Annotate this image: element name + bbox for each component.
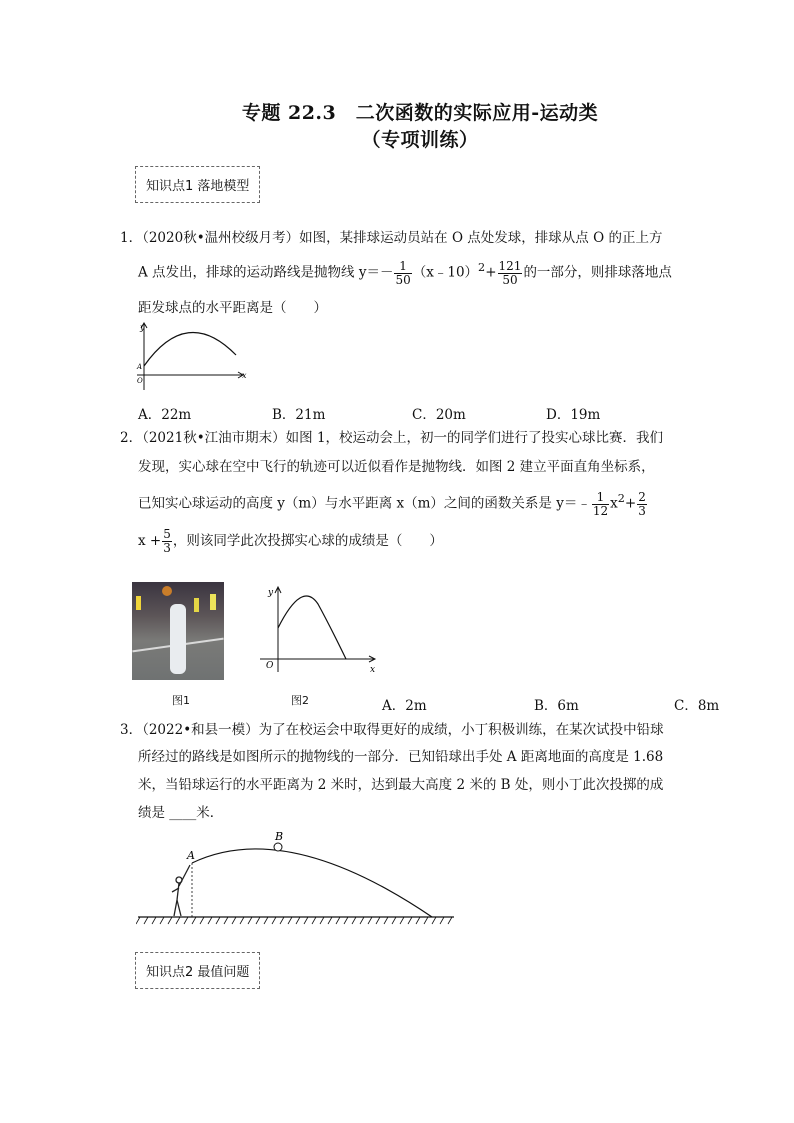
q1-figure — [132, 320, 252, 392]
q2-option-c[interactable]: C．8m — [674, 698, 720, 714]
spectator-3 — [210, 594, 216, 610]
q1-fig-a-label: A — [137, 363, 143, 371]
q2-fig-o-label: O — [266, 661, 274, 671]
q2-line4 — [138, 528, 443, 555]
q1-fig-y-label: y — [140, 323, 145, 332]
q1-exponent: 2 — [478, 261, 486, 274]
q1-fraction-2: $\frac{121}{50}$ — [498, 258, 522, 287]
q3-line3: 米，当铅球运行的水平距离为 2 米时，达到最大高度 2 米的 B 处，则小丁此次投掷的成 — [138, 777, 664, 793]
q2-option-b[interactable]: B．6m — [534, 698, 579, 714]
thrower-figure — [172, 865, 190, 916]
page-title: 专题 22.3 二次函数的实际应用-运动类 — [241, 102, 599, 124]
q2-line3 — [138, 489, 648, 518]
q2-fig-y-label: y — [268, 588, 274, 598]
q1-option-a[interactable]: A．22m — [138, 407, 192, 423]
spectator-2 — [194, 598, 199, 612]
q2-line2: 发现，实心球在空中飞行的轨迹可以近似看作是抛物线．如图 2 建立平面直角坐标系， — [138, 459, 655, 475]
q3-figure — [136, 828, 456, 928]
spectator-1 — [136, 596, 141, 610]
q3-fig-b-label: B — [275, 830, 284, 843]
q2-fig-x-label: x — [370, 665, 376, 674]
q2-fraction-2: $\frac{2}{3}$ — [638, 489, 646, 518]
q1-line2 — [138, 258, 672, 287]
q2-option-a[interactable]: A．2m — [382, 698, 427, 714]
q1-fig-o-label: O — [137, 377, 143, 385]
q2-x: x — [610, 495, 618, 512]
q1-text-d: 的一部分，则排球落地点 — [523, 264, 672, 281]
q1-line1: 1．（2020秋•温州校级月考）如图，某排球运动员站在 O 点处发球，排球从点 O 的正上方 — [120, 230, 663, 246]
section-label-2: 知识点2 最值问题 — [135, 952, 260, 989]
q1-fig-x-label: x — [242, 371, 247, 380]
q2-figure — [250, 582, 380, 674]
q3-line4: 绩是 ____米． — [138, 805, 224, 821]
athlete-figure — [170, 604, 186, 674]
ground-hatching — [136, 917, 452, 924]
q1-fraction-1: $\frac{1}{50}$ — [395, 258, 411, 287]
q2-plus: + — [624, 495, 637, 512]
q1-plus: + — [485, 264, 497, 281]
q1-text-a: A 点发出，排球的运动路线是抛物线 y＝－ — [138, 264, 394, 281]
q2-caption-fig1: 图1 — [172, 694, 190, 707]
q1-line3: 距发球点的水平距离是（ ） — [138, 300, 327, 316]
q1-text-b: （x﹣10） — [412, 264, 479, 281]
q2-text-x: x + — [138, 533, 162, 549]
q2-line1: 2．（2021秋•江油市期末）如图 1，校运动会上，初一的同学们进行了投实心球比赛．我们 — [120, 430, 664, 446]
q1-option-c[interactable]: C．20m — [412, 407, 466, 423]
q2-caption-fig2: 图2 — [291, 694, 309, 707]
q3-line2: 所经过的路线是如图所示的抛物线的一部分．已知铅球出手处 A 距离地面的高度是 1.68 — [138, 749, 664, 765]
q2-fraction-1: $\frac{1}{12}$ — [592, 489, 609, 518]
section-label-1: 知识点1 落地模型 — [135, 166, 260, 203]
ball — [162, 586, 172, 596]
q3-fig-a-label: A — [187, 849, 195, 862]
q2-photo — [132, 582, 224, 680]
q1-option-d[interactable]: D．19m — [546, 407, 601, 423]
q2-text-a: 已知实心球运动的高度 y（m）与水平距离 x（m）之间的函数关系是 y＝﹣ — [138, 495, 591, 512]
q2-exponent: 2 — [617, 492, 625, 505]
page-subtitle: （专项训练） — [361, 129, 479, 151]
q2-fraction-3: $\frac{5}{3}$ — [163, 527, 171, 555]
q1-option-b[interactable]: B．21m — [272, 407, 326, 423]
q3-line1: 3．（2022•和县一模）为了在校运会中取得更好的成绩，小丁积极训练，在某次试投中铅球 — [120, 722, 664, 738]
q2-text-b: ，则该同学此次投掷实心球的成绩是（ ） — [172, 533, 443, 549]
